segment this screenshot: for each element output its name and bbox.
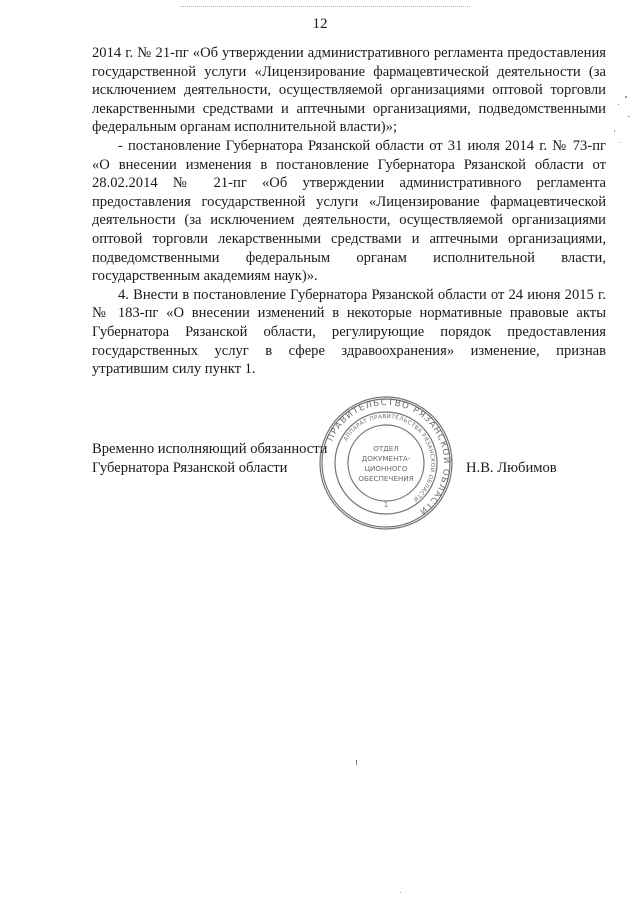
scan-speck xyxy=(625,96,627,98)
document-body xyxy=(92,44,606,379)
scan-artifact-dots xyxy=(180,6,470,9)
stamp-center-line-4: ОБЕСПЕЧЕНИЯ xyxy=(358,474,414,483)
stamp-outer-text: ПРАВИТЕЛЬСТВО РЯЗАНСКОЙ ОБЛАСТИ xyxy=(325,397,452,517)
stamp-center-line-2: ДОКУМЕНТА- xyxy=(361,454,411,463)
scan-speck xyxy=(400,892,401,893)
scan-speck xyxy=(628,116,630,117)
stamp-number: 1 xyxy=(383,501,389,509)
signatory-name: Н.В. Любимов xyxy=(466,459,557,476)
signatory-position-line1: Временно исполняющий обязанности xyxy=(92,441,328,457)
signatory-position-line2: Губернатора Рязанской области xyxy=(92,459,288,476)
page-number: 12 xyxy=(312,16,328,32)
official-seal-stamp xyxy=(318,395,454,531)
paragraph-resolution-item: - постановление Губернатора Рязанской области от 31 июля 2014 г. № 73-пг «О внесении изменения в постановление Губернатора Рязанской области от 28.02.2014 № 21-пг «Об утверждении административного регламента предоставления государственной услуги «Лицензирование фармацевтической деятельности (за исключением деятельности, осуществляемой организациями оптовой торговли лекарственными средствами и аптечными организациями, подведомственными федеральным органам исполнительной власти, государственным академиям наук)». xyxy=(92,137,606,285)
stamp-center-line-3: ЦИОННОГО xyxy=(364,464,408,473)
scan-speck xyxy=(620,142,621,143)
paragraph-item-4: 4. Внести в постановление Губернатора Рязанской области от 24 июня 2015 г. № 183-пг «О внесении изменений в некоторые нормативные правовые акты Губернатора Рязанской области, регулирующие порядок предоставления государственных услуг в сфере здравоохранения» изменение, признав утратившим силу пункт 1. xyxy=(92,286,606,378)
scan-speck xyxy=(356,760,357,765)
scan-speck xyxy=(618,104,619,105)
scan-speck xyxy=(614,130,615,132)
stamp-inner-text: АППАРАТ ПРАВИТЕЛЬСТВА РЯЗАНСКОЙ ОБЛАСТИ xyxy=(343,413,436,503)
paragraph-continuation: 2014 г. № 21-пг «Об утверждении административного регламента предоставления государственной услуги «Лицензирование фармацевтической деятельности (за исключением деятельности, осуществляемой организациями оптовой торговли лекарственными средствами и аптечными организациями, подведомственными федеральным органам исполнительной власти)»; xyxy=(92,45,606,136)
stamp-center-line-1: ОТДЕЛ xyxy=(373,444,399,453)
